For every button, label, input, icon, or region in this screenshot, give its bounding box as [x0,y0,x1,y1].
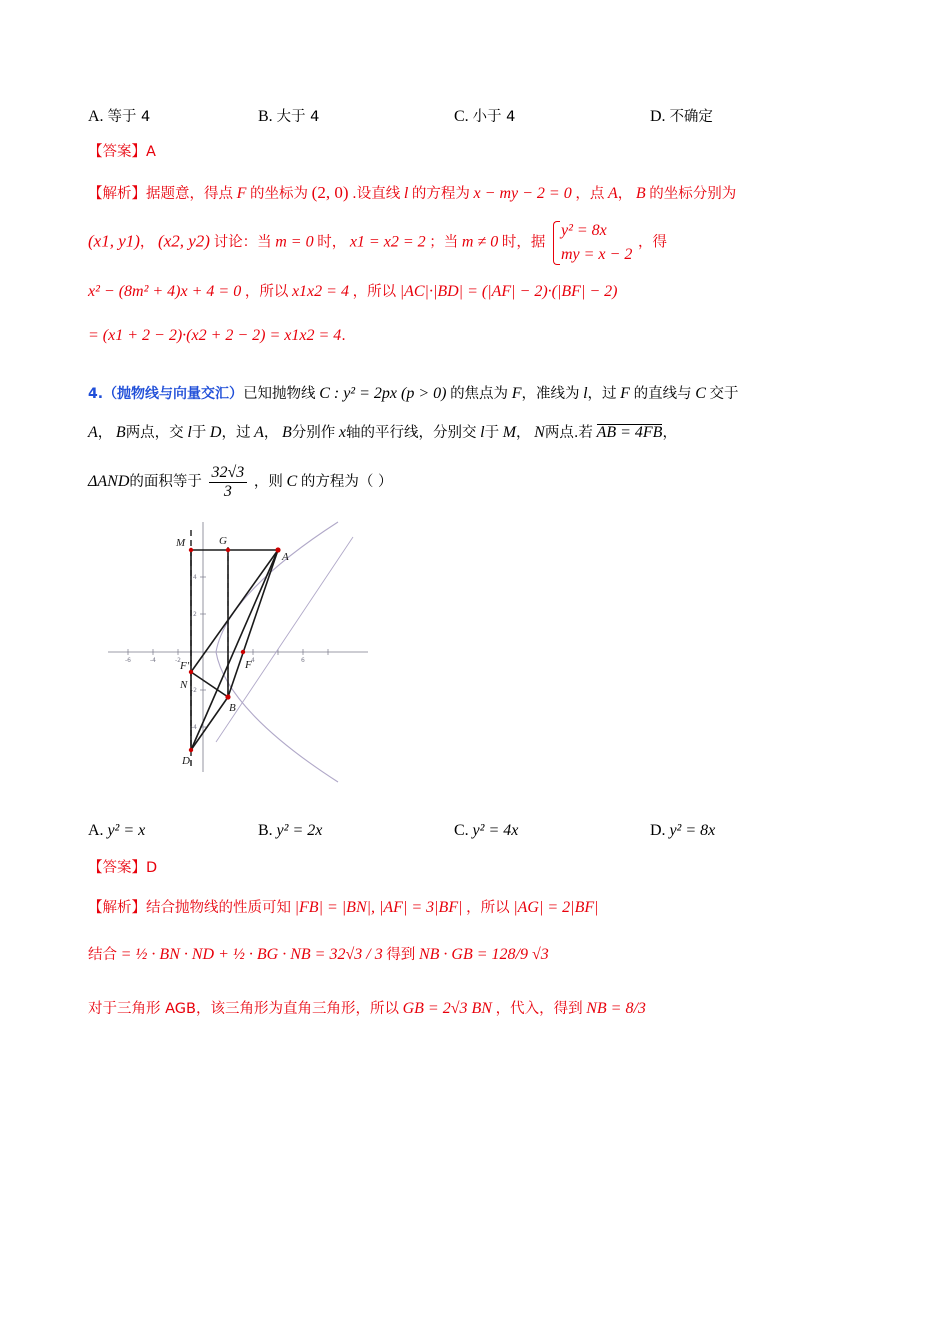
svg-text:6: 6 [301,656,305,664]
triangle-and: ΔAND [88,472,130,490]
option-a-text: 等于 4 [107,109,151,125]
question4-stem [88,376,868,413]
point-b: B [635,185,646,202]
through-f: F [620,385,630,403]
analysis-text-10: ；当 [429,234,459,251]
q4-analysis-text-5: 对于三角形 AGB，该三角形为直角三角形，所以 [88,1000,399,1017]
figure-segments [191,550,278,750]
q4-option-d-label: D. [650,821,666,839]
area-numerator: 32√3 [209,464,248,483]
option-b-label: B. [258,108,273,125]
q4-option-b-text: y² = 2x [276,821,323,839]
answer-value: A [146,144,156,160]
stem-point-a: A [88,423,98,441]
stem-text-20: 的方程为（ ） [300,473,393,490]
label-G: G [219,534,227,547]
stem-text-9: 于 [191,424,207,441]
option-d-text: 不确定 [669,109,713,125]
question3-analysis-line2: (x1, y1)， (x2, y2) 讨论：当 m = 0 时， x1 = x2 = 2 ；当 m ≠ 0 时，据 y² = 8x my = x − 2 ，得 [88,219,868,267]
q4-option-a-text: y² = x [107,821,146,839]
stem-text-11: ， [263,424,279,441]
stem-line-l2: l [480,423,485,441]
stem-text-3: ，准线为 [521,386,580,403]
stem-text-6: 交于 [709,386,739,403]
q4-analysis-text-6: ，代入，得到 [495,1000,583,1017]
analysis-text-1: 据题意，得点 [146,186,233,202]
relation-2: |AG| = 2|BF| [513,898,599,916]
stem-point-a2: A [254,423,264,441]
option-d [650,105,830,126]
analysis-text-14: ，所以 [352,283,397,300]
q4-analysis-text-4: 得到 [386,947,416,964]
analysis-text-4: 的方程为 [411,186,470,202]
stem-text-7: ， [97,424,113,441]
answer-label: 【答案】 [88,144,146,160]
relation-1: |FB| = |BN|, |AF| = 3|BF| [294,898,463,916]
label-B: B [229,701,236,714]
coords-2: (x2, y2) [158,231,210,251]
parabola-figure [88,512,868,812]
option-c [454,105,650,126]
stem-text-19: ，则 [253,473,283,490]
question3-analysis-line3 [88,273,868,311]
point-f: F [236,185,247,202]
option-a-label: A. [88,108,104,125]
ac-bd-product: |AC|·|BD| = (|AF| − 2)·(|BF| − 2) [399,282,618,300]
analysis-text-9: 时， [317,234,347,251]
stem-text-14: 于 [484,424,500,441]
q4-analysis-label: 【解析】 [88,899,146,916]
focus-f: F [511,385,522,403]
m-zero: m = 0 [275,233,314,251]
axes [108,522,368,772]
page-content [88,105,868,1033]
analysis-text-6: ， [617,186,633,202]
figure-svg [88,512,868,812]
svg-text:-4: -4 [191,723,197,731]
stem-point-b: B [115,423,126,441]
analysis-label: 【解析】 [88,186,146,202]
stem-line-l: l [187,423,192,441]
question4-number: 4. [88,386,104,403]
analysis-text-5: ，点 [575,186,605,202]
analysis-text-3: .设直线 [352,186,401,202]
vector-condition: AB = 4FB [596,423,663,441]
stem-text-17: ， [662,424,677,441]
svg-text:4: 4 [193,573,197,581]
stem-text-18: 的面积等于 [129,473,202,490]
q4-answer-value: D [146,859,158,876]
svg-text:-2: -2 [191,686,197,694]
area-fraction [209,464,248,502]
q4-option-a-label: A. [88,821,104,839]
question4-analysis-line3 [88,990,868,1028]
relation-5: NB = 8/3 [586,999,646,1017]
stem-text-15: ， [516,424,531,441]
q4-option-d-text: y² = 8x [669,821,716,839]
stem-text-5: 的直线与 [633,386,692,403]
question3-options [88,105,868,126]
analysis-text-2: 的坐标为 [250,186,309,202]
q4-option-b [258,822,454,840]
m-nonzero: m ≠ 0 [461,233,499,251]
curve-label-c: C [695,385,706,403]
label-M: M [176,536,186,549]
curve-equation: C : y² = 2px (p > 0) [319,385,447,403]
svg-text:2: 2 [193,610,197,618]
question4-stem-line3 [88,464,868,502]
option-c-label: C. [454,108,469,125]
product-x1x2: x1x2 = 4 [291,282,349,300]
q4-analysis-text-1: 结合抛物线的性质可知 [146,899,291,916]
secant-line [216,534,353,742]
question4-tag: （抛物线与向量交汇） [103,386,244,403]
x-equal: x1 = x2 = 2 [349,233,426,251]
question3-analysis-line1 [88,173,868,213]
relation-4: GB = 2√3 BN [402,999,492,1017]
q4-option-c-text: y² = 4x [472,821,519,839]
label-F: F [245,658,252,671]
option-b-text: 大于 4 [276,109,320,125]
svg-text:-2: -2 [175,656,181,664]
stem-point-n: N [534,423,545,441]
stem-text-13: 轴的平行线，分别交 [346,424,477,441]
line-equation: x − my − 2 = 0 [473,185,572,202]
curve-c-ref: C [286,472,298,490]
q4-option-d [650,822,830,840]
quadratic-equation: x² − (8m² + 4)x + 4 = 0 [88,282,242,300]
area-equation: = ½ · BN · ND + ½ · BG · NB = 32√3 / 3 [120,946,383,964]
option-c-text: 小于 4 [472,109,516,125]
system-of-equations [551,219,632,267]
stem-point-m: M [502,423,517,441]
stem-point-d: D [209,423,222,441]
case-1: y² = 8x [560,221,607,239]
stem-text-12: 分别作 [291,424,336,441]
point-a: A [607,185,618,202]
label-A: A [282,550,289,563]
stem-text-1: 已知抛物线 [243,386,316,403]
f-coordinate: (2, 0) [311,183,349,202]
q4-option-c [454,822,650,840]
stem-text-16: 两点.若 [544,424,593,441]
analysis-text-7: 的坐标分别为 [649,186,737,202]
svg-text:-6: -6 [125,656,131,664]
case-2: my = x − 2 [560,245,633,263]
q4-option-b-label: B. [258,821,273,839]
coords-1: (x1, y1) [88,231,140,251]
q4-analysis-text-2: ，所以 [466,899,510,916]
q4-option-a [88,822,258,840]
final-result: = (x1 + 2 − 2)·(x2 + 2 − 2) = x1x2 = 4 [88,326,342,344]
stem-text-2: 的焦点为 [450,386,509,403]
label-D: D [182,754,190,767]
q4-option-c-label: C. [454,821,469,839]
stem-axis-x: x [338,423,346,441]
q4-analysis-text-3: 结合 [88,947,117,964]
question3-answer [88,140,868,161]
directrix-l: l [583,385,588,403]
relation-3: NB · GB = 128/9 √3 [418,946,549,964]
stem-text-10: ，过 [221,424,251,441]
stem-text-8: 两点，交 [125,424,184,441]
svg-text:-4: -4 [150,656,156,664]
option-a [88,105,258,126]
option-b [258,105,454,126]
question3-analysis-line4: = (x1 + 2 − 2)·(x2 + 2 − 2) = x1x2 = 4. [88,326,346,344]
option-d-label: D. [650,108,666,125]
question4-stem-line2 [88,415,868,452]
question4-answer [88,856,868,877]
analysis-text-12: ，得 [637,234,667,251]
area-denominator: 3 [223,483,232,501]
q4-answer-label: 【答案】 [88,859,146,876]
line-l: l [403,185,409,202]
svg-text:4: 4 [251,656,255,664]
analysis-text-13: ，所以 [244,283,289,300]
analysis-text-11: 时，据 [501,234,546,251]
question4-analysis-line1 [88,889,868,927]
label-N: N [180,678,188,691]
label-F-prime: F' [180,659,190,672]
stem-point-b2: B [281,423,292,441]
question4-options [88,822,868,840]
question4-analysis-line2 [88,936,868,974]
stem-text-4: ，过 [587,386,617,403]
analysis-text-8: 讨论：当 [213,234,272,251]
